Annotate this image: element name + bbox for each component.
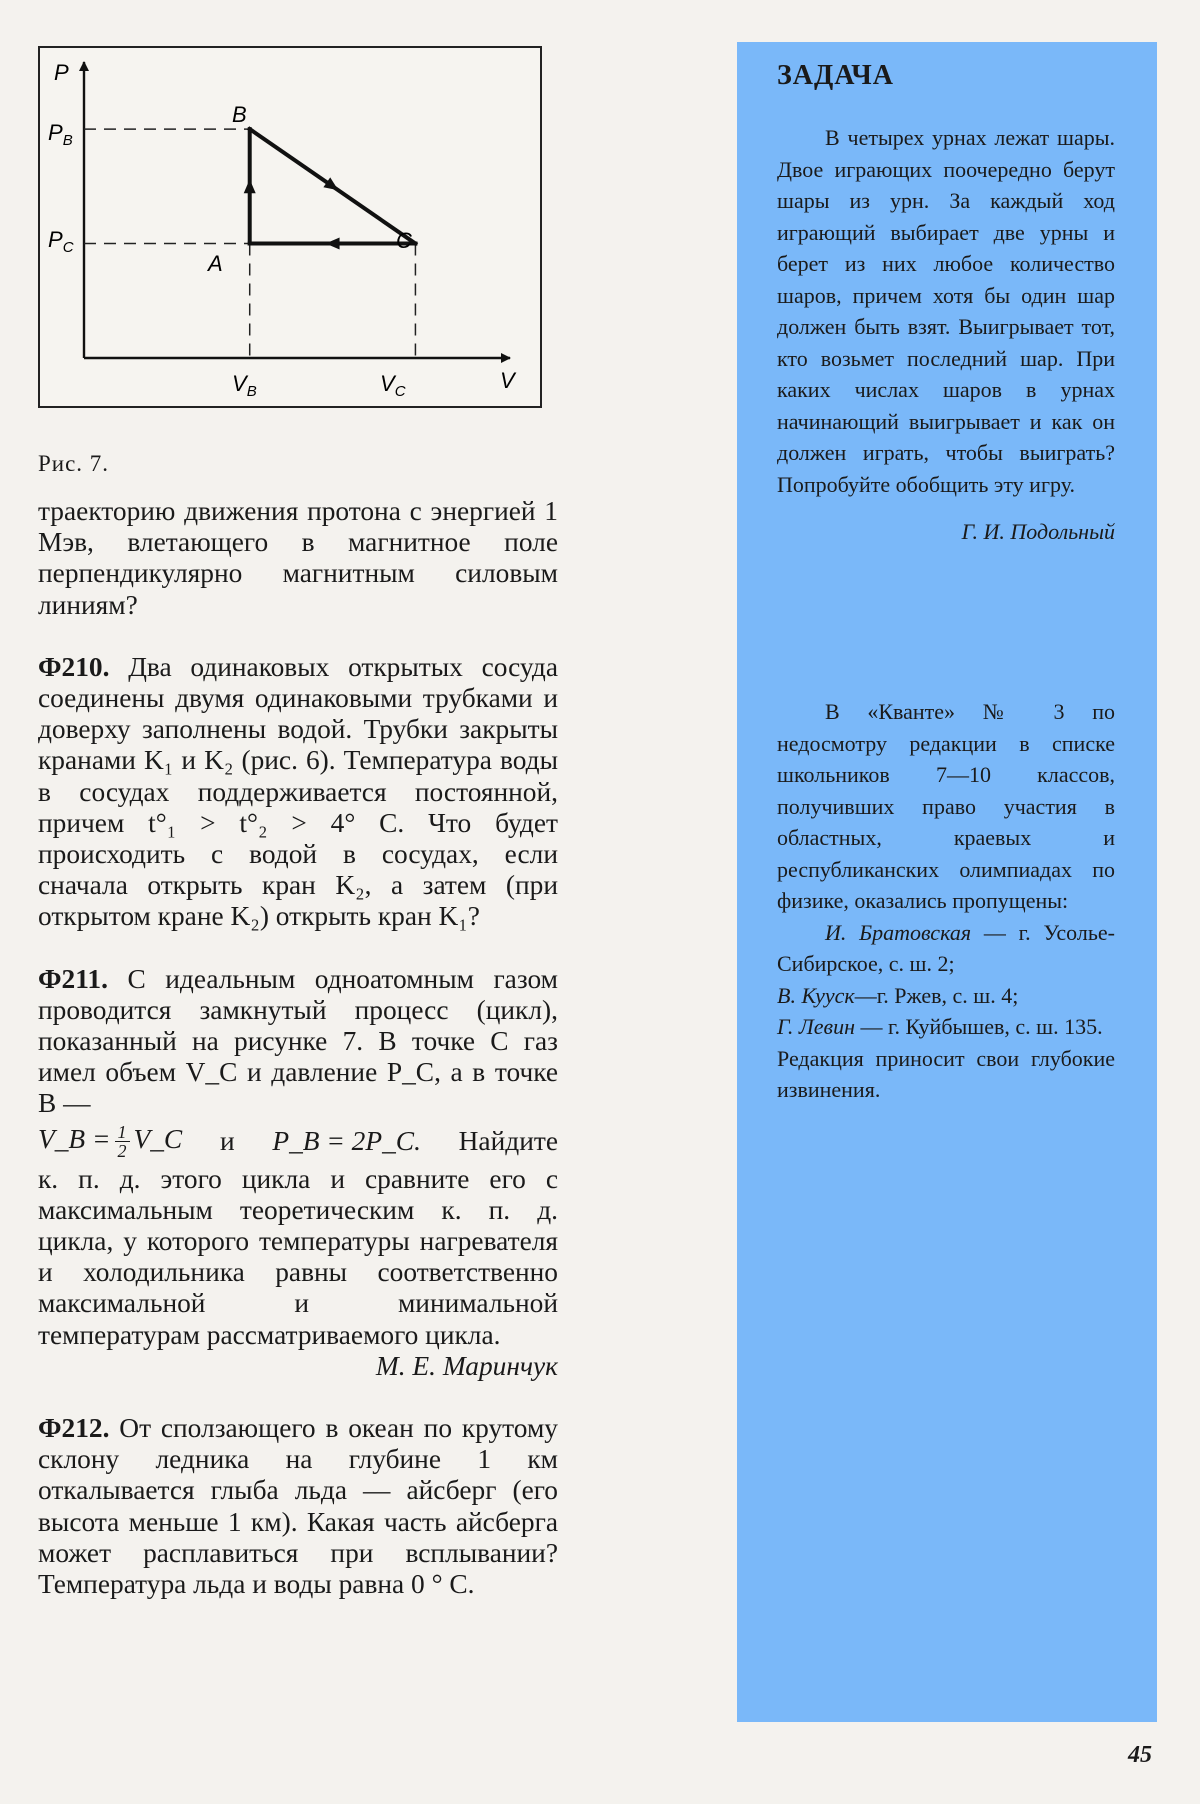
figure-caption: Рис. 7.	[38, 451, 110, 476]
formula-vb: V_B = $\frac{1}{2}$ V_C	[38, 1122, 183, 1162]
axis-label-p: P	[54, 60, 69, 85]
formula-find: Найдите	[458, 1126, 558, 1157]
point-label-c: C	[396, 228, 412, 253]
erratum-apology: Редакция приносит свои глубокие извинения.	[777, 1045, 1115, 1102]
panel-title: ЗАДАЧА	[777, 60, 895, 91]
point-label-a: A	[208, 251, 223, 276]
pv-diagram	[40, 48, 540, 406]
left-column	[38, 496, 558, 1600]
tick-label-pc: $P_C$	[48, 227, 74, 256]
puzzle-text: В четырех урнах лежат шары. Двое играющих поочередно берут шары из урн. За каждый ход играющий выбирает две урны и берет из них любое количество шаров, причем хотя бы один шар должен быть взят. Выигрывает тот, кто возьмет последний шар. При каких числах шаров в урнах начинающий выигрывает и как он должен играть, чтобы выиграть? Попробуйте обобщить эту игру.	[777, 125, 1115, 497]
cycle-arrow-CA	[326, 238, 340, 250]
formula-and: и	[219, 1126, 235, 1157]
puzzle-author: Г. И. Подольный	[961, 519, 1115, 544]
tick-label-vc: $V_C$	[380, 371, 406, 400]
fraction-half: $\frac{1}{2}$	[115, 1123, 130, 1160]
author-f211: М. Е. Маринчук	[375, 1350, 558, 1381]
figure-7	[38, 46, 542, 408]
cycle-arrow-AB	[244, 179, 256, 193]
page-number: 45	[1128, 1742, 1152, 1768]
cycle-marks	[84, 129, 415, 358]
tick-label-vb: $V_B$	[232, 371, 257, 400]
erratum-entry-1: И. Братовская — г. Усолье-Сибирское, с. ш. 2;	[777, 919, 1115, 976]
problem-text-f212: От сползающего в океан по крутому склону ледника на глубине 1 км откалывается глыба льда — айсберг (его высота меньше 1 км). Какая часть айсберга может расплавиться при всплывании? Температура льда и воды равна 0 ° C.	[38, 1413, 558, 1600]
problem-f210	[38, 652, 558, 933]
problem-f212	[38, 1413, 558, 1600]
axis-label-v: V	[500, 368, 515, 393]
problem-number-f210: Ф210.	[38, 651, 110, 682]
point-label-b: B	[232, 102, 247, 127]
intro-paragraph: траекторию движения протона с энергией 1 Мэв, влетающего в магнитное поле перпендикулярно магнитным силовым линиям?	[38, 496, 558, 620]
problem-text-f210: Два одинаковых открытых сосуда соединены двумя одинаковыми трубками и доверху заполнены водой. Трубки закрыты кранами K₁ и K₂ (рис. 6). Температура воды в сосудах поддерживается постоянной, причем t°₁ > t°₂ > 4° C. Что будет происходить с водой в сосудах, если сначала открыть кран K₂, а затем (при открытом кране K₂) открыть кран K₁?	[38, 651, 558, 932]
problem-number-f211: Ф211.	[38, 963, 108, 994]
tick-label-pb: $P_B$	[48, 120, 73, 149]
formula-line	[38, 1120, 558, 1164]
erratum-entry-3: Г. Левин — г. Куйбышев, с. ш. 135.	[777, 1014, 1103, 1039]
erratum-block	[777, 696, 1115, 1106]
erratum-text: В «Кванте» № 3 по недосмотру редакции в списке школьников 7—10 классов, получивших право участия в областных, краевых и республиканских олимпиадах по физике, оказались пропущены:	[777, 699, 1115, 913]
problem-text-f211: С идеальным одноатомным газом проводится замкнутый процесс (цикл), показанный на рисунке 7. В точке C газ имел объем V_C и давление P_C, а в точке B —	[38, 963, 558, 1119]
puzzle-block	[777, 122, 1115, 548]
sidebar-panel	[737, 42, 1157, 1722]
problem-number-f212: Ф212.	[38, 1413, 110, 1444]
erratum-entry-2: В. Кууск—г. Ржев, с. ш. 4;	[777, 982, 1019, 1008]
problem-f211	[38, 964, 558, 1120]
problem-text-f211-rest: к. п. д. этого цикла и сравните его с максимальным теоретическим к. п. д. цикла, у которого температуры нагревателя и холодильника равны соответственно максимальной и минимальной температурам рассматриваемого цикла.	[38, 1163, 558, 1350]
formula-pb: P_B = 2P_C.	[272, 1126, 421, 1157]
